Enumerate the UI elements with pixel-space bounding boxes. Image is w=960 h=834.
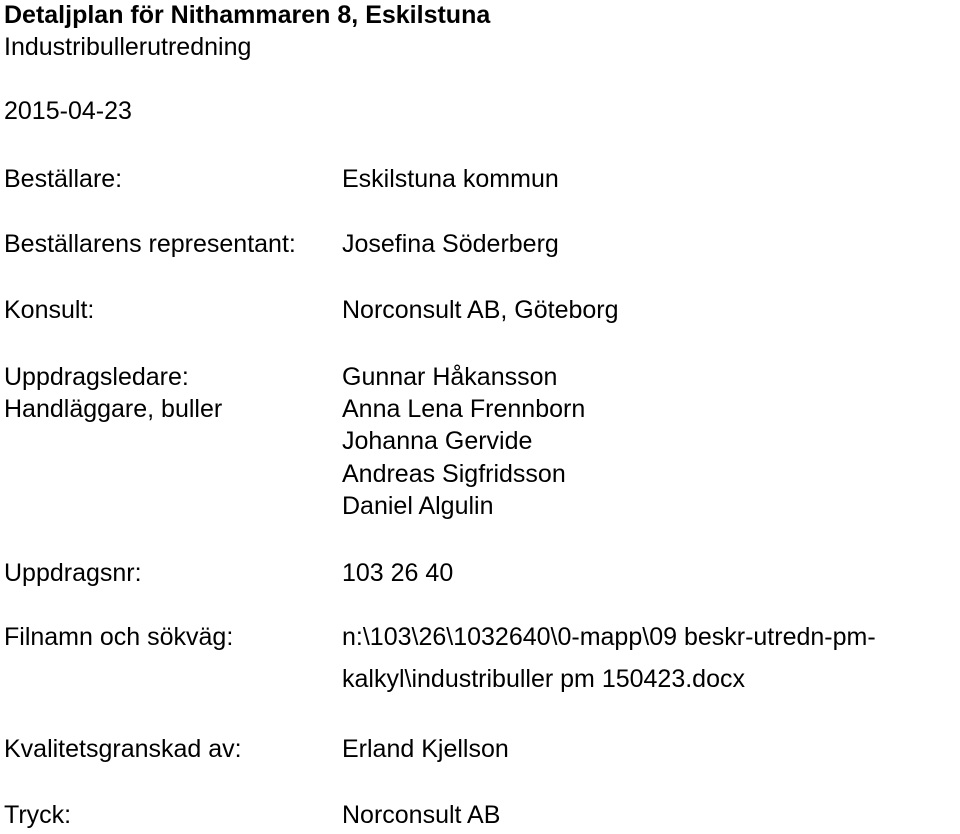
- filnamn-label: Filnamn och sökväg:: [4, 623, 234, 651]
- document-subtitle: Industribullerutredning: [4, 33, 252, 61]
- kvalitet-label: Kvalitetsgranskad av:: [4, 735, 242, 763]
- tryck-value: Norconsult AB: [342, 801, 501, 829]
- handlaggare-name: Anna Lena Frennborn: [342, 395, 586, 423]
- bestallare-label: Beställare:: [4, 165, 123, 193]
- uppdragsnr-value: 103 26 40: [342, 559, 454, 587]
- document-title: Detaljplan för Nithammaren 8, Eskilstuna: [4, 1, 491, 29]
- uppdragsnr-label: Uppdragsnr:: [4, 559, 142, 587]
- konsult-label: Konsult:: [4, 296, 95, 324]
- konsult-value: Norconsult AB, Göteborg: [342, 296, 619, 324]
- filnamn-path-line1: n:\103\26\1032640\0-mapp\09 beskr-utredn-pm-: [342, 623, 876, 651]
- handlaggare-name: Andreas Sigfridsson: [342, 460, 566, 488]
- uppdragsledare-value: Gunnar Håkansson: [342, 363, 558, 391]
- bestallare-value: Eskilstuna kommun: [342, 165, 559, 193]
- filnamn-path-line2: kalkyl\industribuller pm 150423.docx: [342, 665, 745, 693]
- tryck-label: Tryck:: [4, 801, 72, 829]
- handlaggare-label: Handläggare, buller: [4, 395, 223, 423]
- handlaggare-name: Johanna Gervide: [342, 427, 533, 455]
- uppdragsledare-label: Uppdragsledare:: [4, 363, 189, 391]
- handlaggare-name: Daniel Algulin: [342, 492, 494, 520]
- document-date: 2015-04-23: [4, 97, 132, 125]
- representant-value: Josefina Söderberg: [342, 230, 559, 258]
- kvalitet-value: Erland Kjellson: [342, 735, 509, 763]
- representant-label: Beställarens representant:: [4, 230, 296, 258]
